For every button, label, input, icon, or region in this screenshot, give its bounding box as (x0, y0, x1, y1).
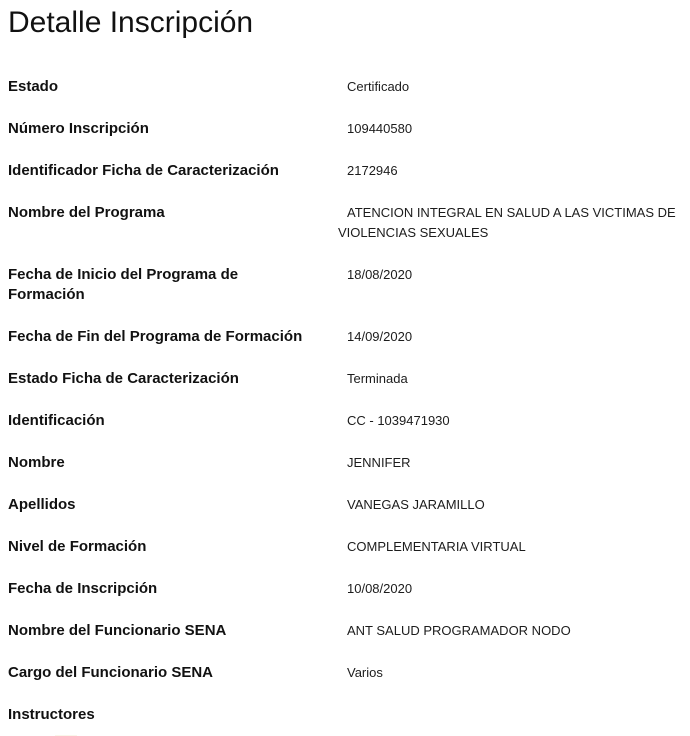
row-instructores (8, 705, 684, 725)
field-label: Estado Ficha de Caracterización (8, 370, 239, 387)
row-fecha-fin-programa (8, 327, 684, 347)
row-fecha-inicio-programa (8, 265, 684, 305)
field-label: Estado (8, 78, 59, 95)
field-list (8, 77, 684, 725)
field-value: JENNIFER (347, 455, 411, 470)
field-label: Fecha de Inicio del Programa de Formación (8, 266, 239, 303)
field-value: 14/09/2020 (347, 329, 413, 344)
field-label: Fecha de Inscripción (8, 580, 158, 597)
row-nombre-funcionario-sena (8, 621, 684, 641)
field-label: Instructores (8, 706, 95, 723)
row-estado (8, 77, 684, 97)
field-value: CC - 1039471930 (347, 413, 450, 428)
field-label: Apellidos (8, 496, 76, 513)
field-label: Identificación (8, 412, 105, 429)
field-label: Número Inscripción (8, 120, 149, 137)
field-label: Fecha de Fin del Programa de Formación (8, 328, 303, 345)
row-fecha-inscripcion (8, 579, 684, 599)
page-title: Detalle Inscripción (8, 6, 254, 39)
row-nombre-programa (8, 203, 684, 243)
field-value: 2172946 (347, 163, 398, 178)
field-value: 10/08/2020 (347, 581, 413, 596)
row-identificacion (8, 411, 684, 431)
field-value: ATENCION INTEGRAL EN SALUD A LAS VICTIMAS DE VIOLENCIAS SEXUALES (338, 205, 676, 240)
field-value: Certificado (347, 79, 410, 94)
row-nivel-formacion (8, 537, 684, 557)
field-label: Identificador Ficha de Caracterización (8, 162, 279, 179)
field-value: COMPLEMENTARIA VIRTUAL (347, 539, 526, 554)
field-value: 109440580 (347, 121, 413, 136)
field-label: Nivel de Formación (8, 538, 147, 555)
field-value: VANEGAS JARAMILLO (347, 497, 485, 512)
field-label: Nombre del Funcionario SENA (8, 622, 227, 639)
field-value: 18/08/2020 (347, 267, 413, 282)
row-nombre (8, 453, 684, 473)
field-value: Terminada (347, 371, 408, 386)
inscription-detail-page (0, 6, 690, 736)
field-value: ANT SALUD PROGRAMADOR NODO (347, 623, 571, 638)
field-value: Varios (347, 665, 383, 680)
field-label: Nombre (8, 454, 65, 471)
row-apellidos (8, 495, 684, 515)
row-cargo-funcionario-sena (8, 663, 684, 683)
field-label: Nombre del Programa (8, 204, 165, 221)
field-label: Cargo del Funcionario SENA (8, 664, 214, 681)
row-numero-inscripcion (8, 119, 684, 139)
row-estado-ficha (8, 369, 684, 389)
row-identificador-ficha (8, 161, 684, 181)
